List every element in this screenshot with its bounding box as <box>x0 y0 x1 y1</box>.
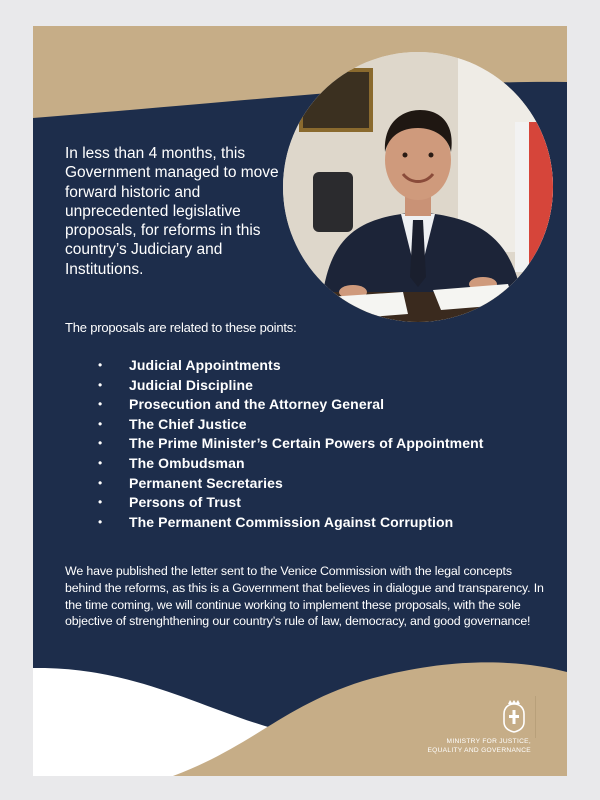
points-lead-text: The proposals are related to these points: <box>65 320 297 335</box>
portrait-illustration <box>283 52 553 322</box>
bullet: • <box>98 436 103 451</box>
list-item-text: Permanent Secretaries <box>129 474 283 491</box>
list-item-text: The Prime Minister’s Certain Powers of Appointment <box>129 435 484 452</box>
poster <box>33 26 567 776</box>
ministry-line-1: MINISTRY FOR JUSTICE, <box>446 738 531 745</box>
list-item-text: The Chief Justice <box>129 415 247 432</box>
intro-paragraph: In less than 4 months, this Government managed to move forward historic and unprecedented legislative proposals, for reforms in this country’s Judiciary and Institutions. <box>65 145 279 278</box>
list-item <box>93 493 553 513</box>
bullet: • <box>98 416 103 431</box>
bullet: • <box>98 397 103 412</box>
bullet: • <box>98 514 103 529</box>
bullet: • <box>98 475 103 490</box>
list-item-text: Judicial Appointments <box>129 357 281 373</box>
list-item <box>93 434 553 454</box>
minister-portrait <box>283 52 553 322</box>
ministry-emblem-icon <box>499 700 529 734</box>
list-item-text: Persons of Trust <box>129 494 242 511</box>
list-item-text: The Permanent Commission Against Corruption <box>129 513 454 530</box>
list-item <box>93 454 553 474</box>
ministry-name <box>373 738 531 755</box>
list-item-text: Prosecution and the Attorney General <box>129 396 385 413</box>
list-item <box>93 474 553 494</box>
bullet: • <box>98 358 103 372</box>
list-item <box>93 415 553 435</box>
emblem-divider <box>535 696 536 738</box>
list-item <box>93 356 553 376</box>
list-item <box>93 376 553 396</box>
ministry-line-2: EQUALITY AND GOVERNANCE <box>427 746 531 754</box>
bullet: • <box>98 495 103 510</box>
bullet: • <box>98 455 103 470</box>
list-item <box>93 513 553 533</box>
list-item-text: Judicial Discipline <box>129 376 254 393</box>
closing-paragraph: We have published the letter sent to the Venice Commission with the legal concepts behind the reforms, as this is a Government that believes in dialogue and transparency. In the time coming, we will continue working to implement these proposals, with the sole objective of strenghthening our country’s rule of law, democracy, and good governance! <box>65 564 544 629</box>
list-item-text: The Ombudsman <box>129 454 245 471</box>
proposal-points-list <box>93 356 553 532</box>
list-item <box>93 395 553 415</box>
bullet: • <box>98 377 103 392</box>
